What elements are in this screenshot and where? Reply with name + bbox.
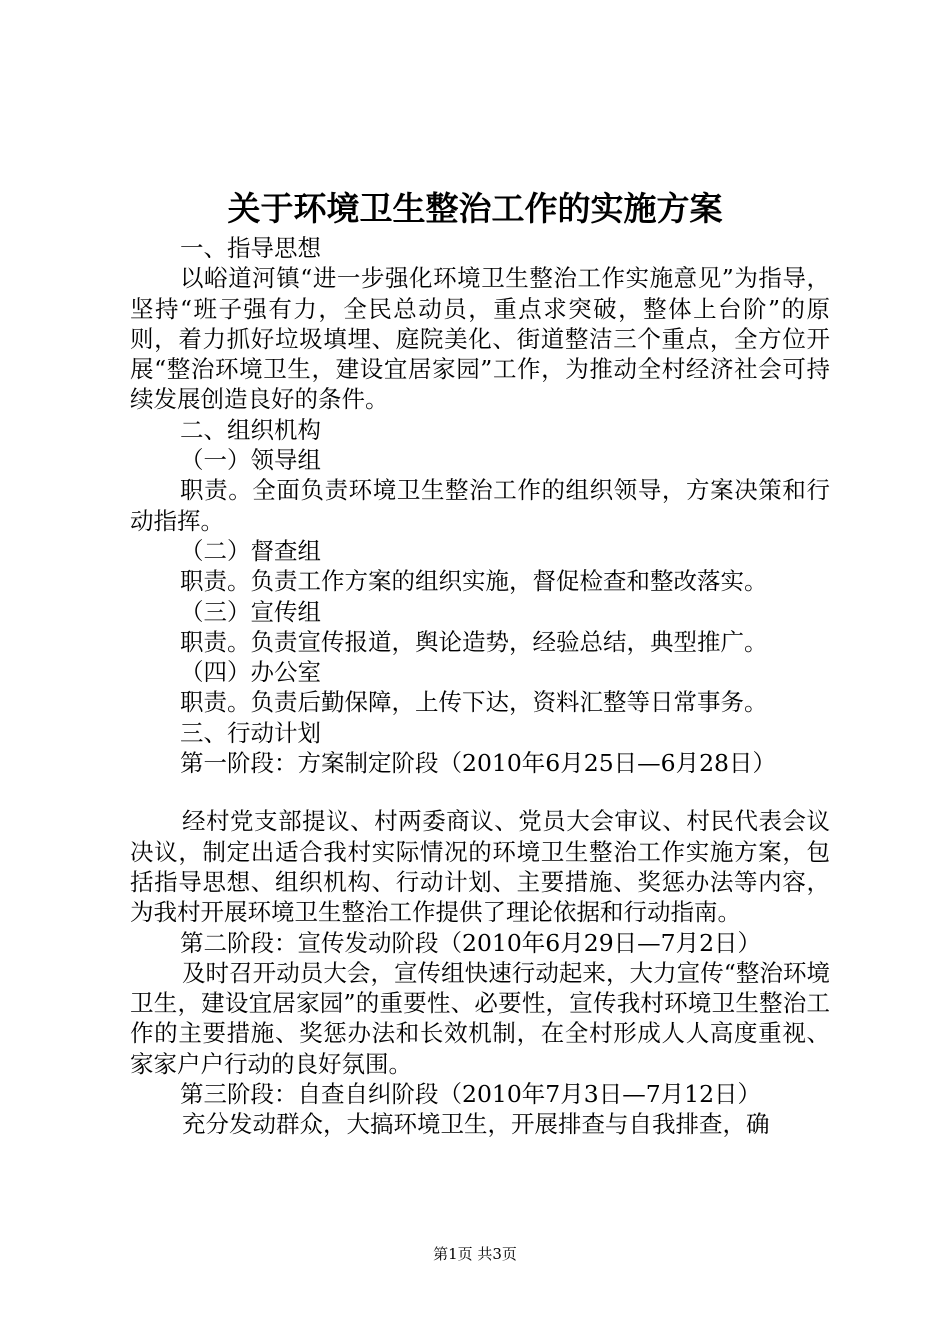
- paragraph: 经村党支部提议、村两委商议、党员大会审议、村民代表会议决议，制定出适合我村实际情况的环境卫生整治工作实施方案，包括指导思想、组织机构、行动计划、主要措施、奖惩办法等内容，为我村开展环境卫生整治工作提供了理论依据和行动指南。: [130, 807, 830, 927]
- paragraph: 职责。负责后勤保障，上传下达，资料汇整等日常事务。: [180, 688, 768, 717]
- page-footer: 第1页 共3页: [433, 1245, 517, 1263]
- paragraph: 及时召开动员大会，宣传组快速行动起来，大力宣传“整治环境卫生，建设宜居家园”的重要性、必要性，宣传我村环境卫生整治工作的主要措施、奖惩办法和长效机制，在全村形成人人高度重视、家家户户行动的良好氛围。: [130, 958, 830, 1078]
- section-heading: 一、指导思想: [180, 234, 321, 262]
- paragraph: 职责。负责宣传报道，舆论造势，经验总结，典型推广。: [180, 627, 768, 656]
- document-body: [130, 233, 830, 1140]
- subsection-heading: （二）督查组: [180, 536, 321, 565]
- document-title: 关于环境卫生整治工作的实施方案: [227, 189, 723, 228]
- phase-heading: 第二阶段：宣传发动阶段（2010年6月29日—7月2日）: [180, 928, 762, 957]
- phase-heading: 第三阶段：自查自纠阶段（2010年7月3日—7月12日）: [180, 1080, 762, 1109]
- subsection-heading: （四）办公室: [180, 658, 321, 687]
- subsection-heading: （一）领导组: [180, 446, 321, 475]
- paragraph: 职责。负责工作方案的组织实施，督促检查和整改落实。: [180, 567, 768, 596]
- section-heading: 三、行动计划: [180, 718, 321, 747]
- paragraph: 以峪道河镇“进一步强化环境卫生整治工作实施意见”为指导，坚持“班子强有力，全民总动员，重点求突破，整体上台阶”的原则，着力抓好垃圾填埋、庭院美化、街道整洁三个重点，全方位开展“整治环境卫生，建设宜居家园”工作，为推动全村经济社会可持续发展创造良好的条件。: [130, 264, 830, 414]
- subsection-heading: （三）宣传组: [180, 597, 321, 626]
- phase-heading: 第一阶段：方案制定阶段（2010年6月25日—6月28日）: [180, 749, 777, 778]
- paragraph: 职责。全面负责环境卫生整治工作的组织领导，方案决策和行动指挥。: [130, 476, 830, 535]
- paragraph: 充分发动群众，大搞环境卫生，开展排查与自我排查，确: [182, 1110, 770, 1139]
- section-heading: 二、组织机构: [180, 415, 321, 444]
- blank-line: [130, 778, 830, 806]
